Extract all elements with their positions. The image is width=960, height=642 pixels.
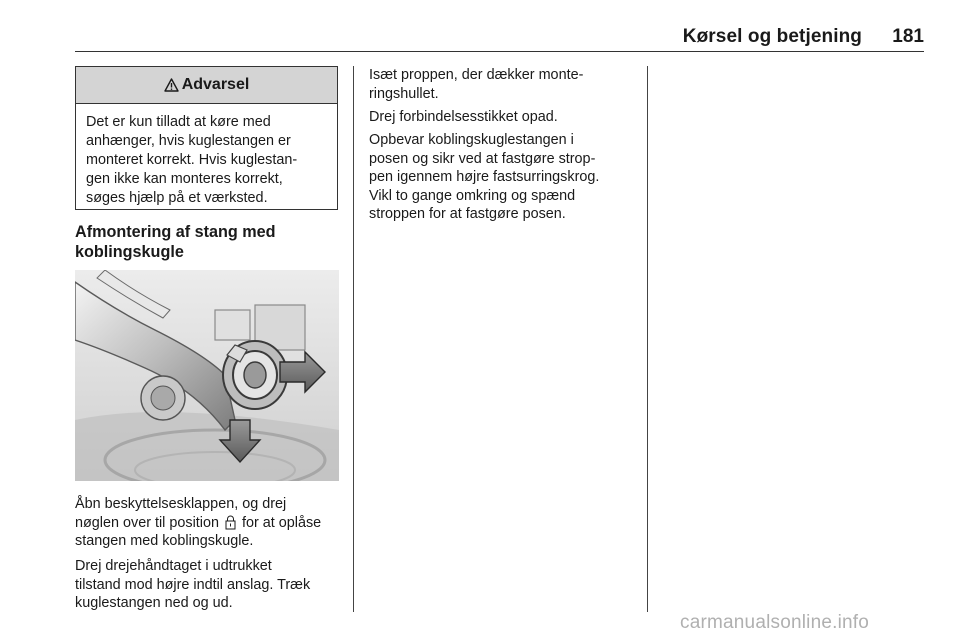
text-line: posen og sikr ved at fastgøre strop-: [369, 150, 596, 167]
warning-line: gen ikke kan monteres korrekt,: [86, 171, 283, 187]
watermark: carmanualsonline.info: [680, 612, 870, 633]
text-fragment: nøglen over til position: [75, 514, 219, 531]
warning-line: søges hjælp på et værksted.: [86, 190, 268, 206]
warning-line: Det er kun tilladt at køre med: [86, 114, 271, 130]
text-line: pen igennem højre fastsurringskrog.: [369, 169, 600, 185]
column-divider-1: [353, 66, 354, 612]
warning-label: Advarsel: [181, 76, 250, 93]
text-line: Opbevar koblingskuglestangen i: [369, 132, 574, 148]
text-line: stroppen for at fastgøre posen.: [369, 206, 566, 222]
text-line: Isæt proppen, der dækker monte-: [369, 67, 584, 83]
warning-box: [75, 66, 338, 210]
text-line: Vikl to gange omkring og spænd: [369, 187, 576, 204]
tow-bar-removal-illustration: [75, 270, 339, 481]
text-line: Drej forbindelsesstikket opad.: [369, 109, 558, 125]
warning-text: [76, 104, 337, 208]
warning-header: [76, 67, 337, 104]
warning-line: monteret korrekt. Hvis kuglestan-: [86, 152, 298, 168]
section-heading: [75, 222, 345, 262]
header-title: Kørsel og betjening: [682, 26, 862, 47]
text-line: stangen med koblingskugle.: [75, 533, 254, 549]
text-line: ringshullet.: [369, 85, 439, 102]
text-line: Åbn beskyttelsesklappen, og drej: [75, 496, 287, 512]
page-number: 181: [892, 26, 924, 47]
paragraph-remove: [75, 557, 350, 613]
text-line: kuglestangen ned og ud.: [75, 595, 233, 611]
text-line: [75, 514, 350, 533]
warning-triangle-icon: [164, 78, 179, 92]
paragraph-connector: [369, 108, 644, 127]
header-rule: [75, 51, 924, 52]
text-fragment: for at oplåse: [241, 514, 322, 531]
column-divider-2: [647, 66, 648, 612]
section-heading-line: Afmontering af stang med: [75, 223, 276, 241]
paragraph-unlock: [75, 495, 350, 551]
unlock-key-position-icon: [225, 515, 236, 530]
text-line: tilstand mod højre indtil anslag. Træk: [75, 576, 311, 593]
paragraph-plug: [369, 66, 644, 103]
paragraph-storage: [369, 131, 644, 224]
section-heading-line: koblingskugle: [75, 243, 184, 261]
text-line: Drej drejehåndtaget i udtrukket: [75, 558, 272, 574]
warning-line: anhænger, hvis kuglestangen er: [86, 133, 291, 149]
